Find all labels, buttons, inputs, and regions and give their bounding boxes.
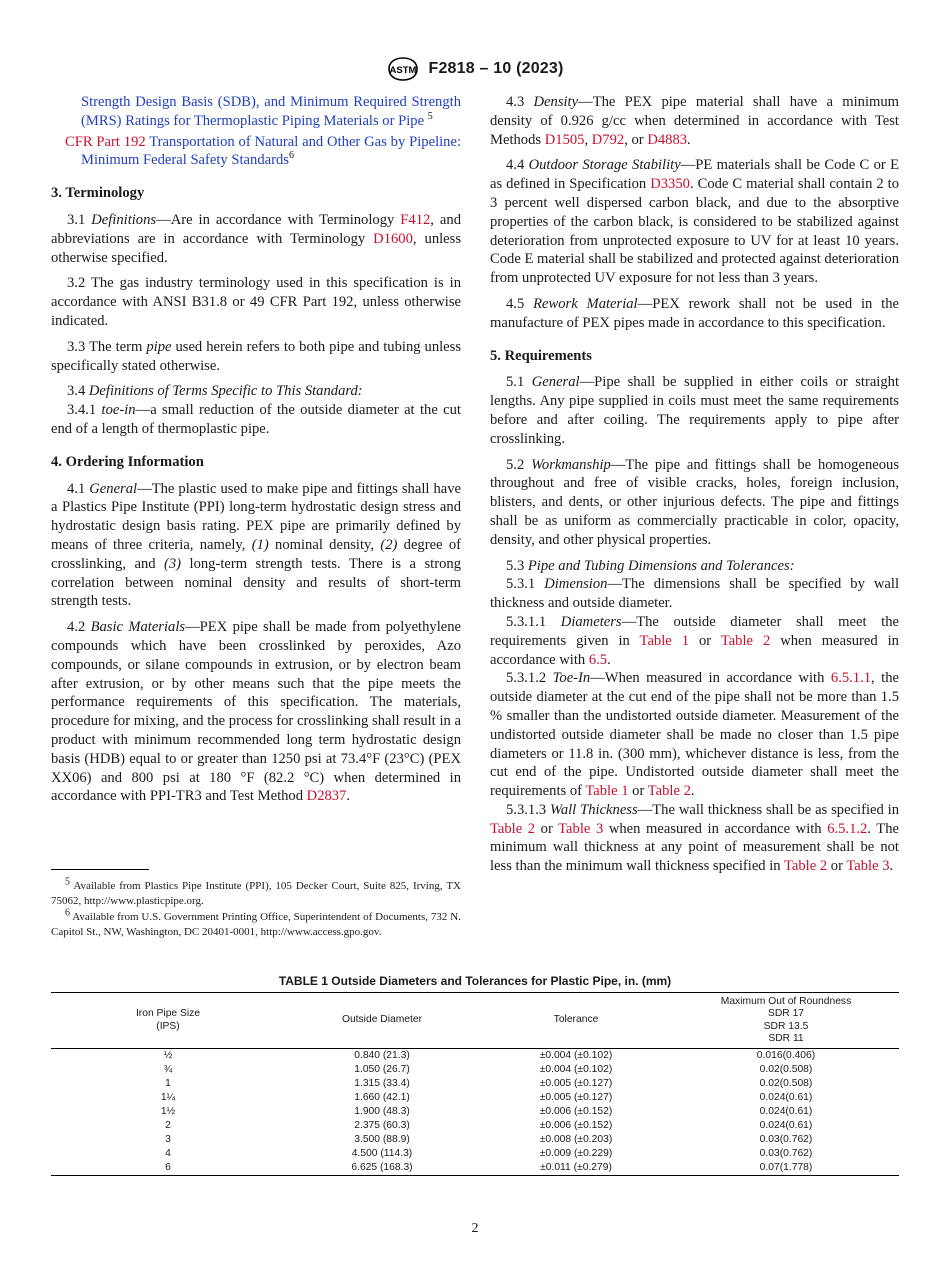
table-row: 1 1.315 (33.4) ±0.005 (±0.127) 0.02(0.508) <box>165 1078 813 1090</box>
header-max-out-of-roundness: Maximum Out of Roundness SDR 17 SDR 13.5 SDR 11 <box>720 996 852 1044</box>
table-header-row <box>51 993 899 1049</box>
page-number: 2 <box>471 1221 479 1236</box>
para-5-3-1-2: 5.3.1.2 Toe-In—When measured in accordance with 6.5.1.1, the outside diameter at the cut end of the pipe shall not be more than 1.5 % smaller than the undistorted outside diameter. Measurement of the undistorted outside diameter shall be made no closer than 1.5 pipe diameters or 11.8 in. (300 mm), whichever distance is less, from the cut end of the pipe. Undistorted outside diameter shall meet the requirements of Table 1 or Table 2. <box>490 670 899 800</box>
astm-logo-icon <box>386 56 420 82</box>
header-outside-diameter: Outside Diameter <box>341 1014 423 1026</box>
para-4-3: 4.3 Density—The PEX pipe material shall have a minimum density of 0.926 g/cc when determined in accordance with Test Methods D1505, D792, or D4883. <box>490 94 900 148</box>
table-row: 1¼ 1.660 (42.1) ±0.005 (±0.127) 0.024(0.61) <box>160 1092 813 1104</box>
para-4-4: 4.4 Outdoor Storage Stability—PE materials shall be Code C or E as defined in Specification D3350. Code C material shall contain 2 to 3 percent well dispersed carbon black, and due to the absorptive properties of the carbon black, is considered to be stabilized against deterioration from unprotected exposure to UV for at least 10 years. Code E material shall be stabilized and protected against deterioration from unprotected UV exposure for not less than 3 years. <box>490 157 900 287</box>
page-header <box>0 56 950 82</box>
link-6-5-1-2[interactable]: 6.5.1.2 <box>827 820 868 837</box>
right-column <box>490 93 899 876</box>
link-table-1[interactable]: Table 1 <box>585 783 629 800</box>
link-table-3[interactable]: Table 3 <box>846 858 890 875</box>
para-5-1: 5.1 General—Pipe shall be supplied in either coils or straight lengths. Any pipe supplied in coils must meet the same requirements before and after coiling. The requirements apply to pipe after crosslinking. <box>490 374 899 447</box>
section-4-heading: 4. Ordering Information <box>51 453 204 470</box>
table-row: 4 4.500 (114.3) ±0.009 (±0.229) 0.03(0.762) <box>165 1148 813 1160</box>
footnote-6: $^6$ Available from U.S. Government Printing Office, Superintendent of Documents, 732 N. Capitol St., NW, Washington, DC 20401-0001, http://www.access.gpo.gov. <box>51 907 461 938</box>
link-table-3[interactable]: Table 3 <box>558 820 604 837</box>
reference-sdb-mrs-link[interactable]: Strength Design Basis (SDB), and Minimum Required Strength (MRS) Ratings for Thermoplastic Piping Materials or Pipe <box>81 94 461 129</box>
para-5-3-1: 5.3.1 Dimension—The dimensions shall be specified by wall thickness and outside diameter. <box>490 576 899 612</box>
para-5-2: 5.2 Workmanship—The pipe and fittings shall be homogeneous throughout and free of visible cracks, holes, foreign inclusion, blisters, and dents, or other injurious defects. The pipe and fittings shall be as uniform as commercially practicable in color, opacity, density, and other physical properties. <box>490 456 900 548</box>
table-row: 1½ 1.900 (48.3) ±0.006 (±0.152) 0.024(0.61) <box>160 1106 813 1118</box>
para-3-4: 3.4 Definitions of Terms Specific to This Standard: <box>67 383 363 400</box>
section-5-heading: 5. Requirements <box>490 347 592 364</box>
header-tolerance: Tolerance <box>553 1014 599 1026</box>
link-d1505[interactable]: D1505 <box>544 131 585 148</box>
footnote-mark-6: 6 <box>288 150 294 162</box>
para-5-3-1-1: 5.3.1.1 Diameters—The outside diameter shall meet the requirements given in Table 1 or Table 2 when measured in accordance with 6.5. <box>490 613 900 668</box>
footnote-mark-5: 5 <box>427 110 433 122</box>
para-3-3: 3.3 The term pipe used herein refers to both pipe and tubing unless specifically stated otherwise. <box>51 338 462 374</box>
section-3-heading: 3. Terminology <box>51 185 145 202</box>
footnote-rule <box>51 869 149 870</box>
para-3-1: 3.1 Definitions—Are in accordance with Terminology F412, and abbreviations are in accordance with Terminology D1600, unless otherwise specified. <box>51 211 462 266</box>
table-1-title: TABLE 1 Outside Diameters and Tolerances for Plastic Pipe, in. (mm) <box>278 974 672 988</box>
table-row: 6 6.625 (168.3) ±0.011 (±0.279) 0.07(1.778) <box>51 1161 899 1176</box>
table-row: ½ 0.840 (21.3) ±0.004 (±0.102) 0.016(0.406) <box>163 1050 816 1062</box>
para-4-1: 4.1 General—The plastic used to make pipe and fittings shall have a Plastics Pipe Institute (PPI) long-term hydrostatic design stress and hydrostatic design basis rating. PEX pipe are primarily defined by means of three criteria, namely, (1) nominal density, (2) degree of crosslinking, and (3) long-term strength tests. There is a strong correlation between nominal density and results of short-term strength tests. <box>51 480 462 610</box>
para-5-3-1-3: 5.3.1.3 Wall Thickness—The wall thickness shall be as specified in Table 2 or Table 3 when measured in accordance with 6.5.1.2. The minimum wall thickness at any point of measurement shall be not less than the minimum wall thickness specified in Table 2 or Table 3. <box>490 801 900 875</box>
table-1 <box>51 992 899 1176</box>
table-row: 2 2.375 (60.3) ±0.006 (±0.152) 0.024(0.61) <box>165 1120 813 1132</box>
para-3-4-1: 3.4.1 toe-in—a small reduction of the outside diameter at the cut end of a length of thermoplastic pipe. <box>51 402 461 437</box>
link-table-2[interactable]: Table 2 <box>784 858 828 875</box>
header-ips: Iron Pipe Size (IPS) <box>135 1008 201 1032</box>
para-3-2: 3.2 The gas industry terminology used in this specification is in accordance with ANSI B31.8 or 49 CFR Part 192, unless otherwise indicated. <box>51 275 461 329</box>
link-table-2[interactable]: Table 2 <box>647 783 691 800</box>
para-4-5: 4.5 Rework Material—PEX rework shall not be used in the manufacture of PEX pipes made in accordance to this specification. <box>490 295 900 331</box>
standard-designation: F2818 – 10 (2023) <box>428 60 564 77</box>
astm-logo-text: ASTM <box>390 65 417 76</box>
table-row: 3 3.500 (88.9) ±0.008 (±0.203) 0.03(0.762) <box>165 1134 813 1146</box>
para-4-2: 4.2 Basic Materials—PEX pipe shall be made from polyethylene compounds which have been crosslinked by peroxides, Azo compounds, or silane compounds in extrusion, or by electron beam after extrusion, or by other means such that the pipe meets the performance requirements of this specification. The materials, procedure for mixing, and the process for crosslinking shall result in a product with minimum recommended long term hydrostatic design basis (HDB) equal to or greater than 1250 psi at 73.4°F (23°C) (PEX XX06) and 800 psi at 180 °F (82.2 °C) when determined in accordance with PPI-TR3 and Test Method D2837. <box>51 619 461 805</box>
link-d3350[interactable]: D3350 <box>650 176 690 193</box>
link-table-2[interactable]: Table 2 <box>720 632 771 649</box>
link-table-1[interactable]: Table 1 <box>639 632 689 649</box>
reference-sdb-mrs <box>51 93 461 131</box>
cfr-192-title[interactable]: Transportation of Natural and Other Gas by Pipeline: Minimum Federal Safety Standards <box>81 133 462 169</box>
left-column <box>51 93 461 813</box>
table-row: ¾ 1.050 (26.7) ±0.004 (±0.102) 0.02(0.508) <box>163 1064 813 1076</box>
footnote-5: $^5$ Available from Plastics Pipe Institute (PPI), 105 Decker Court, Suite 825, Irving, TX 75062, http://www.plasticpipe.org. <box>51 876 461 907</box>
footnotes <box>51 876 461 941</box>
reference-cfr-192 <box>51 133 461 171</box>
cfr-192-code[interactable]: CFR Part 192 <box>65 133 146 150</box>
para-5-3: 5.3 Pipe and Tubing Dimensions and Tolerances: <box>506 557 795 574</box>
link-6-5[interactable]: 6.5 <box>588 651 608 668</box>
link-d792[interactable]: D792 <box>591 131 625 148</box>
link-f412[interactable]: F412 <box>400 211 431 228</box>
link-table-2[interactable]: Table 2 <box>490 820 536 837</box>
link-d4883[interactable]: D4883 <box>647 131 688 148</box>
link-d1600[interactable]: D1600 <box>373 230 413 247</box>
link-6-5-1-1[interactable]: 6.5.1.1 <box>830 670 872 687</box>
link-d2837[interactable]: D2837 <box>306 788 347 805</box>
